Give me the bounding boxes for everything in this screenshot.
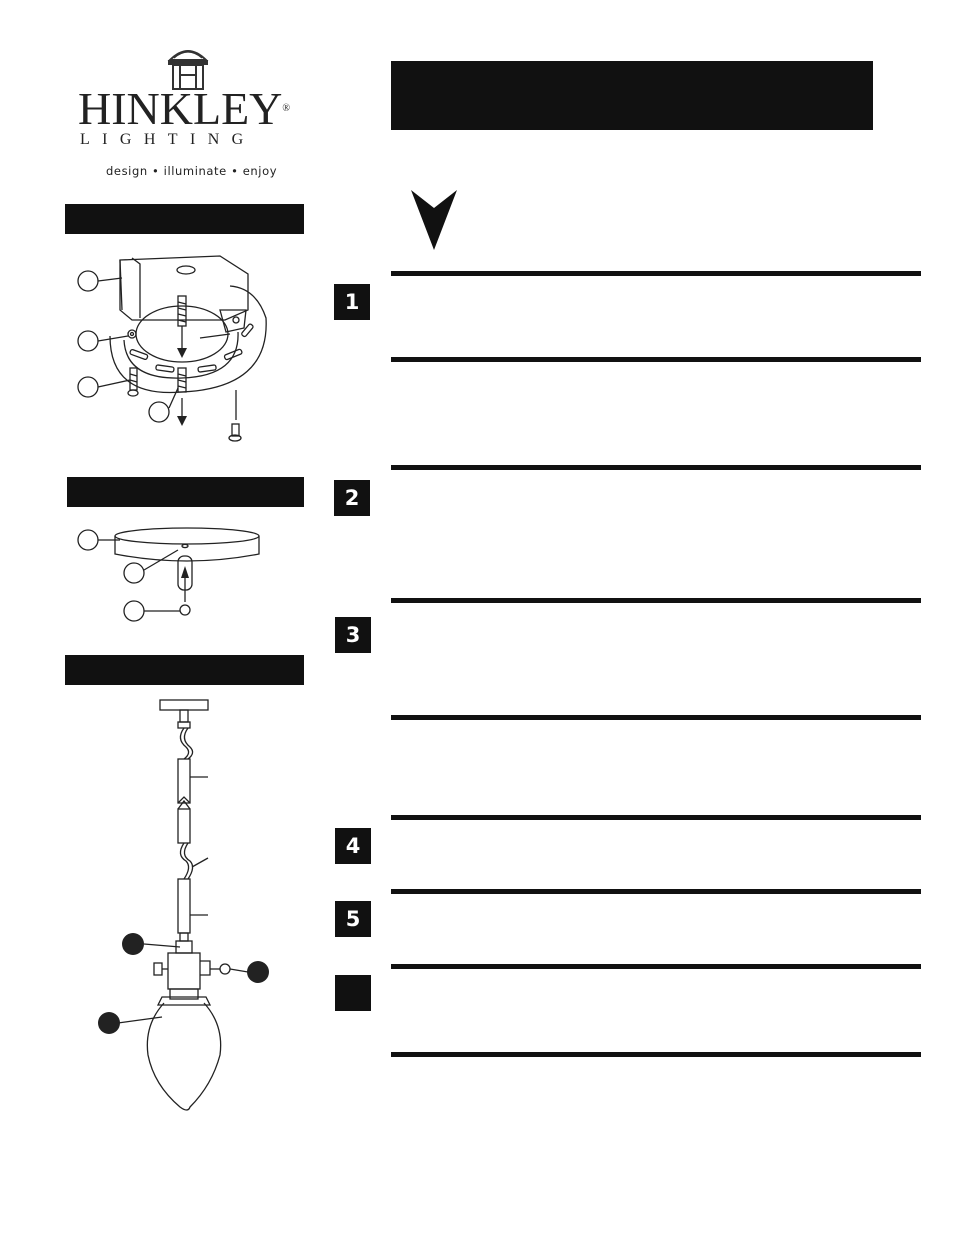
step-5-badge: 5 — [335, 901, 371, 937]
section-bar-fixture — [65, 655, 304, 685]
brand-tagline: design • illuminate • enjoy — [106, 164, 278, 178]
step-4-badge: 4 — [335, 828, 371, 864]
brand-subname: LIGHTING — [80, 131, 256, 148]
divider-rule — [391, 889, 921, 894]
pendant-fixture-diagram — [92, 695, 292, 1125]
callout-dot — [247, 961, 269, 983]
step-3-badge: 3 — [335, 617, 371, 653]
section-bar-mounting — [65, 204, 304, 234]
step-2-badge: 2 — [334, 480, 370, 516]
divider-rule — [391, 715, 921, 720]
divider-rule — [391, 964, 921, 969]
section-bar-canopy — [67, 477, 304, 507]
canopy-diagram — [70, 520, 270, 620]
step-1-badge: 1 — [334, 284, 370, 320]
mounting-bracket-diagram — [70, 248, 310, 458]
divider-rule — [391, 598, 921, 603]
title-bar — [391, 61, 873, 130]
callout-dot — [122, 933, 144, 955]
divider-rule — [391, 1052, 921, 1057]
callout-dot — [98, 1012, 120, 1034]
brand-name: HINKLEY® — [78, 83, 291, 134]
step-6-badge — [335, 975, 371, 1011]
divider-rule — [391, 271, 921, 276]
divider-rule — [391, 357, 921, 362]
down-arrow-icon — [405, 186, 465, 256]
divider-rule — [391, 465, 921, 470]
divider-rule — [391, 815, 921, 820]
